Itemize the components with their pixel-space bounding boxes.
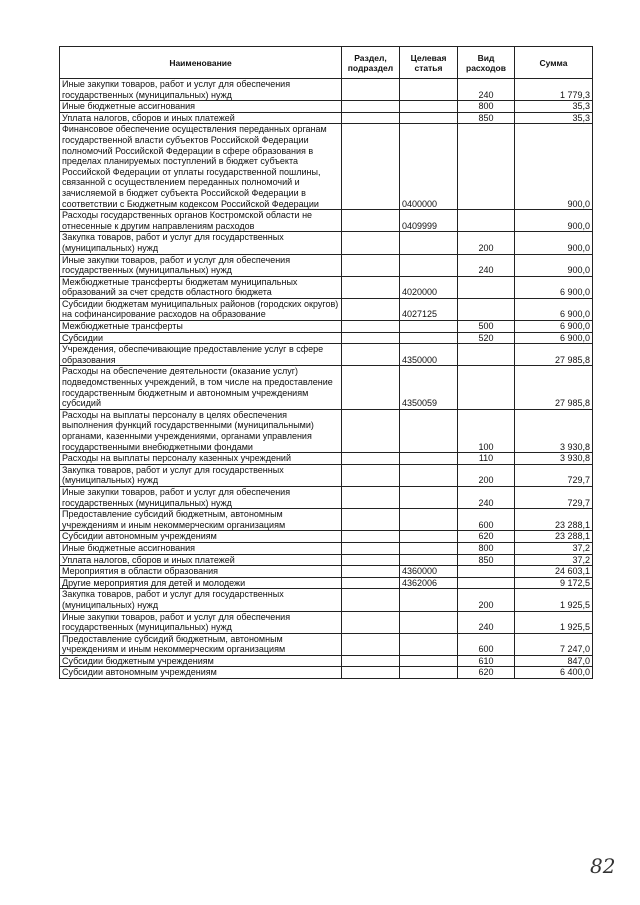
cell-sum: 3 930,8	[515, 409, 593, 452]
cell-sum: 6 900,0	[515, 332, 593, 344]
cell-name: Закупка товаров, работ и услуг для государственных (муниципальных) нужд	[60, 464, 342, 486]
cell-sum: 900,0	[515, 210, 593, 232]
table-body	[60, 79, 593, 679]
cell-target	[400, 611, 458, 633]
cell-section	[342, 542, 400, 554]
table-row	[60, 486, 593, 508]
cell-section	[342, 464, 400, 486]
table-row	[60, 554, 593, 566]
cell-type: 240	[458, 79, 515, 101]
table-row	[60, 566, 593, 578]
table-row	[60, 589, 593, 611]
cell-target	[400, 232, 458, 254]
cell-section	[342, 633, 400, 655]
cell-section	[342, 589, 400, 611]
header-row	[60, 47, 593, 79]
table-header	[60, 47, 593, 79]
cell-type: 100	[458, 409, 515, 452]
cell-target: 4350059	[400, 366, 458, 409]
cell-type	[458, 566, 515, 578]
table-row	[60, 276, 593, 298]
cell-section	[342, 276, 400, 298]
cell-type	[458, 366, 515, 409]
cell-target	[400, 101, 458, 113]
table-row	[60, 332, 593, 344]
cell-type: 800	[458, 542, 515, 554]
cell-section	[342, 112, 400, 124]
cell-type	[458, 124, 515, 210]
cell-target	[400, 112, 458, 124]
table-row	[60, 655, 593, 667]
cell-sum: 27 985,8	[515, 366, 593, 409]
cell-target	[400, 667, 458, 679]
cell-type: 110	[458, 453, 515, 465]
cell-section	[342, 667, 400, 679]
table-row	[60, 611, 593, 633]
cell-section	[342, 554, 400, 566]
cell-sum: 35,3	[515, 112, 593, 124]
cell-name: Межбюджетные трансферты бюджетам муниципальных образований за счет средств областного бюджета	[60, 276, 342, 298]
cell-name: Предоставление субсидий бюджетным, автономным учреждениям и иным некоммерческим организациям	[60, 633, 342, 655]
table-row	[60, 633, 593, 655]
table-row	[60, 232, 593, 254]
cell-sum: 900,0	[515, 232, 593, 254]
table-row	[60, 453, 593, 465]
cell-name: Субсидии автономным учреждениям	[60, 531, 342, 543]
header-type: Вид расходов	[458, 47, 515, 79]
table-row	[60, 112, 593, 124]
cell-type: 800	[458, 101, 515, 113]
cell-sum: 6 900,0	[515, 321, 593, 333]
cell-section	[342, 101, 400, 113]
cell-name: Субсидии	[60, 332, 342, 344]
cell-type: 200	[458, 232, 515, 254]
cell-sum: 37,2	[515, 554, 593, 566]
cell-target	[400, 554, 458, 566]
cell-target	[400, 254, 458, 276]
table-row	[60, 464, 593, 486]
cell-target	[400, 332, 458, 344]
cell-type	[458, 577, 515, 589]
cell-name: Уплата налогов, сборов и иных платежей	[60, 112, 342, 124]
cell-type: 240	[458, 611, 515, 633]
cell-name: Закупка товаров, работ и услуг для государственных (муниципальных) нужд	[60, 232, 342, 254]
cell-name: Финансовое обеспечение осуществления переданных органам государственной власти субъектов Российской Федерации полномочий Российской Федерации в сфере образования в пределах планируемых поступлений в бюджет субъекта Российской Федерации от уплаты государственной пошлины, связанной с осуществлением переданных полномочий и зачисляемой в бюджет субъекта Российской Федерации в соответствии с Бюджетным кодексом Российской Федерации	[60, 124, 342, 210]
table-row	[60, 298, 593, 320]
cell-target	[400, 409, 458, 452]
cell-sum: 6 900,0	[515, 276, 593, 298]
cell-sum: 900,0	[515, 124, 593, 210]
cell-type	[458, 210, 515, 232]
cell-target	[400, 453, 458, 465]
cell-section	[342, 409, 400, 452]
cell-target: 4360000	[400, 566, 458, 578]
cell-target	[400, 79, 458, 101]
table-row	[60, 509, 593, 531]
cell-name: Мероприятия в области образования	[60, 566, 342, 578]
cell-section	[342, 566, 400, 578]
cell-type: 240	[458, 486, 515, 508]
cell-name: Учреждения, обеспечивающие предоставление услуг в сфере образования	[60, 344, 342, 366]
cell-sum: 1 925,5	[515, 589, 593, 611]
cell-target	[400, 633, 458, 655]
cell-sum: 23 288,1	[515, 531, 593, 543]
cell-sum: 900,0	[515, 254, 593, 276]
cell-section	[342, 232, 400, 254]
cell-name: Закупка товаров, работ и услуг для государственных (муниципальных) нужд	[60, 589, 342, 611]
cell-name: Иные закупки товаров, работ и услуг для обеспечения государственных (муниципальных) нужд	[60, 254, 342, 276]
cell-type: 610	[458, 655, 515, 667]
table-row	[60, 577, 593, 589]
cell-section	[342, 453, 400, 465]
cell-type: 500	[458, 321, 515, 333]
cell-type	[458, 276, 515, 298]
cell-section	[342, 486, 400, 508]
cell-name: Расходы государственных органов Костромской области не отнесенные к другим направлениям расходов	[60, 210, 342, 232]
cell-name: Иные закупки товаров, работ и услуг для обеспечения государственных (муниципальных) нужд	[60, 486, 342, 508]
cell-section	[342, 509, 400, 531]
cell-target	[400, 655, 458, 667]
cell-name: Субсидии бюджетам муниципальных районов (городских округов) на софинансирование расходов на образование	[60, 298, 342, 320]
cell-type: 520	[458, 332, 515, 344]
cell-target: 4027125	[400, 298, 458, 320]
table-row	[60, 531, 593, 543]
cell-name: Другие мероприятия для детей и молодежи	[60, 577, 342, 589]
cell-name: Субсидии автономным учреждениям	[60, 667, 342, 679]
cell-sum: 9 172,5	[515, 577, 593, 589]
cell-type: 200	[458, 589, 515, 611]
cell-target: 0409999	[400, 210, 458, 232]
cell-section	[342, 611, 400, 633]
table-row	[60, 366, 593, 409]
cell-section	[342, 79, 400, 101]
cell-sum: 35,3	[515, 101, 593, 113]
cell-sum: 847,0	[515, 655, 593, 667]
table-row	[60, 210, 593, 232]
cell-target	[400, 589, 458, 611]
cell-name: Субсидии бюджетным учреждениям	[60, 655, 342, 667]
cell-type: 200	[458, 464, 515, 486]
cell-name: Иные бюджетные ассигнования	[60, 542, 342, 554]
cell-section	[342, 321, 400, 333]
cell-section	[342, 655, 400, 667]
cell-target	[400, 321, 458, 333]
cell-sum: 7 247,0	[515, 633, 593, 655]
cell-sum: 729,7	[515, 464, 593, 486]
cell-sum: 1 779,3	[515, 79, 593, 101]
cell-sum: 3 930,8	[515, 453, 593, 465]
table-row	[60, 321, 593, 333]
cell-name: Межбюджетные трансферты	[60, 321, 342, 333]
cell-name: Иные закупки товаров, работ и услуг для обеспечения государственных (муниципальных) нужд	[60, 611, 342, 633]
cell-name: Уплата налогов, сборов и иных платежей	[60, 554, 342, 566]
header-target: Целевая статья	[400, 47, 458, 79]
page-number: 82	[590, 854, 616, 878]
cell-type: 620	[458, 667, 515, 679]
cell-section	[342, 210, 400, 232]
cell-type	[458, 298, 515, 320]
budget-table	[59, 46, 593, 679]
cell-target: 4362006	[400, 577, 458, 589]
cell-target: 0400000	[400, 124, 458, 210]
cell-sum: 24 603,1	[515, 566, 593, 578]
cell-name: Предоставление субсидий бюджетным, автономным учреждениям и иным некоммерческим организациям	[60, 509, 342, 531]
cell-type	[458, 344, 515, 366]
cell-name: Иные бюджетные ассигнования	[60, 101, 342, 113]
cell-name: Расходы на обеспечение деятельности (оказание услуг) подведомственных учреждений, в том числе на предоставление государственным бюджетным и автономным учреждениям субсидий	[60, 366, 342, 409]
cell-type: 240	[458, 254, 515, 276]
header-sum: Сумма	[515, 47, 593, 79]
table-row	[60, 667, 593, 679]
cell-sum: 1 925,5	[515, 611, 593, 633]
header-section: Раздел, подраздел	[342, 47, 400, 79]
cell-target	[400, 486, 458, 508]
cell-sum: 6 900,0	[515, 298, 593, 320]
table-row	[60, 124, 593, 210]
cell-sum: 6 400,0	[515, 667, 593, 679]
cell-sum: 37,2	[515, 542, 593, 554]
cell-target	[400, 531, 458, 543]
cell-section	[342, 124, 400, 210]
cell-sum: 27 985,8	[515, 344, 593, 366]
cell-type: 620	[458, 531, 515, 543]
table-row	[60, 344, 593, 366]
cell-target	[400, 509, 458, 531]
cell-target: 4350000	[400, 344, 458, 366]
cell-target	[400, 542, 458, 554]
table-row	[60, 101, 593, 113]
cell-section	[342, 366, 400, 409]
cell-type: 600	[458, 633, 515, 655]
cell-name: Расходы на выплаты персоналу в целях обеспечения выполнения функций государственными (муниципальными) органами, казенными учреждениями, органами управления государственными внебюджетными фондами	[60, 409, 342, 452]
cell-section	[342, 577, 400, 589]
cell-name: Расходы на выплаты персоналу казенных учреждений	[60, 453, 342, 465]
cell-name: Иные закупки товаров, работ и услуг для обеспечения государственных (муниципальных) нужд	[60, 79, 342, 101]
table-row	[60, 79, 593, 101]
cell-section	[342, 332, 400, 344]
cell-sum: 23 288,1	[515, 509, 593, 531]
cell-type: 600	[458, 509, 515, 531]
cell-sum: 729,7	[515, 486, 593, 508]
table-row	[60, 542, 593, 554]
table-row	[60, 409, 593, 452]
cell-target: 4020000	[400, 276, 458, 298]
cell-target	[400, 464, 458, 486]
cell-type: 850	[458, 554, 515, 566]
cell-section	[342, 344, 400, 366]
cell-section	[342, 298, 400, 320]
cell-section	[342, 531, 400, 543]
header-name: Наименование	[60, 47, 342, 79]
table-row	[60, 254, 593, 276]
cell-section	[342, 254, 400, 276]
cell-type: 850	[458, 112, 515, 124]
